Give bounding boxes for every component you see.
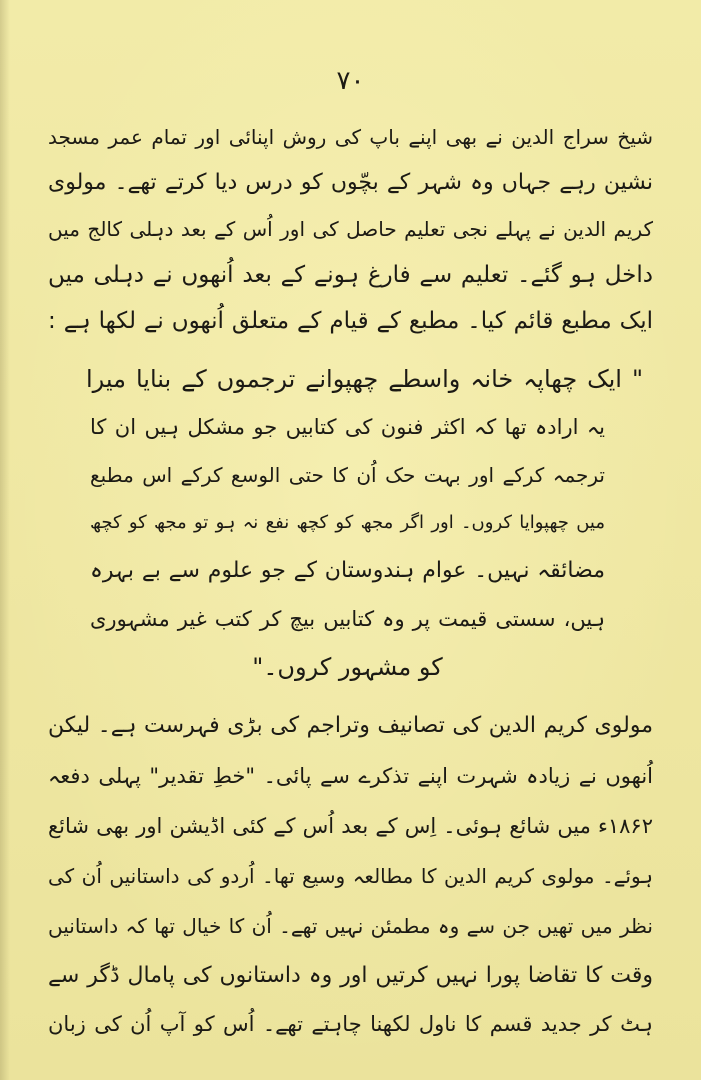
quotation-line: " ایک چھاپہ خانہ واسطے چھپوانے ترجموں کے بنایا میرا: [86, 365, 643, 393]
paragraph-line: اُنھوں نے زیادہ شہرت اپنے تذکرے سے پائی۔ "خطِ تقدیر" پہلی دفعہ: [48, 764, 653, 788]
paragraph-line: داخل ہو گئے۔ تعلیم سے فارغ ہونے کے بعد اُنھوں نے دہلی میں: [48, 262, 653, 288]
quotation-line: یہ ارادہ تھا کہ اکثر فنون کی کتابیں جو مشکل ہیں ان کا: [90, 415, 605, 439]
paragraph-line: شیخ سراج الدین نے بھی اپنے باپ کی روش اپنائی اور تمام عمر مسجد: [48, 125, 653, 149]
quotation-line: میں چھپوایا کروں۔ اور اگر مجھ کو کچھ نفع نہ ہو تو مجھ کو کچھ: [90, 512, 605, 533]
paragraph-line: ہوئے۔ مولوی کریم الدین کا مطالعہ وسیع تھا۔ اُردو کی داستانیں اُن کی: [48, 864, 653, 888]
quotation-line: ترجمہ کرکے اور بہت حک اُن کا حتی الوسع کرکے اس مطبع: [90, 463, 605, 487]
paragraph-line: ایک مطبع قائم کیا۔ مطبع کے قیام کے متعلق اُنھوں نے لکھا ہے :: [48, 308, 653, 334]
quotation-line: مضائقہ نہیں۔ عوام ہندوستان کے جو علوم سے بے بہرہ: [90, 558, 605, 583]
paragraph-line: نظر میں تھیں جن سے وہ مطمئن نہیں تھے۔ اُن کا خیال تھا کہ داستانیں: [48, 914, 653, 938]
paragraph-line: نشین رہے جہاں وہ شہر کے بچّوں کو درس دیا کرتے تھے۔ مولوی: [48, 170, 653, 195]
paragraph-line: کریم الدین نے پہلے نجی تعلیم حاصل کی اور اُس کے بعد دہلی کالج میں: [48, 217, 653, 241]
paragraph-line: ہٹ کر جدید قسم کا ناول لکھنا چاہتے تھے۔ اُس کو آپ اُن کی زبان: [48, 1012, 653, 1036]
page-number: ۷۰: [336, 66, 365, 96]
paragraph-line: ۱۸۶۲ء میں شائع ہوئی۔ اِس کے بعد اُس کے کئی اڈیشن اور بھی شائع: [48, 814, 653, 838]
quotation-line: کو مشہور کروں۔": [252, 653, 443, 681]
quotation-line: ہیں، سستی قیمت پر وہ کتابیں بیچ کر کتب غیر مشہوری: [90, 607, 605, 631]
paragraph-line: وقت کا تقاضا پورا نہیں کرتیں اور وہ داستانوں کی پامال ڈگر سے: [48, 963, 653, 988]
paragraph-line: مولوی کریم الدین کی تصانیف وتراجم کی بڑی فہرست ہے۔ لیکن: [48, 713, 653, 738]
page-edge-shadow: [0, 0, 10, 1080]
